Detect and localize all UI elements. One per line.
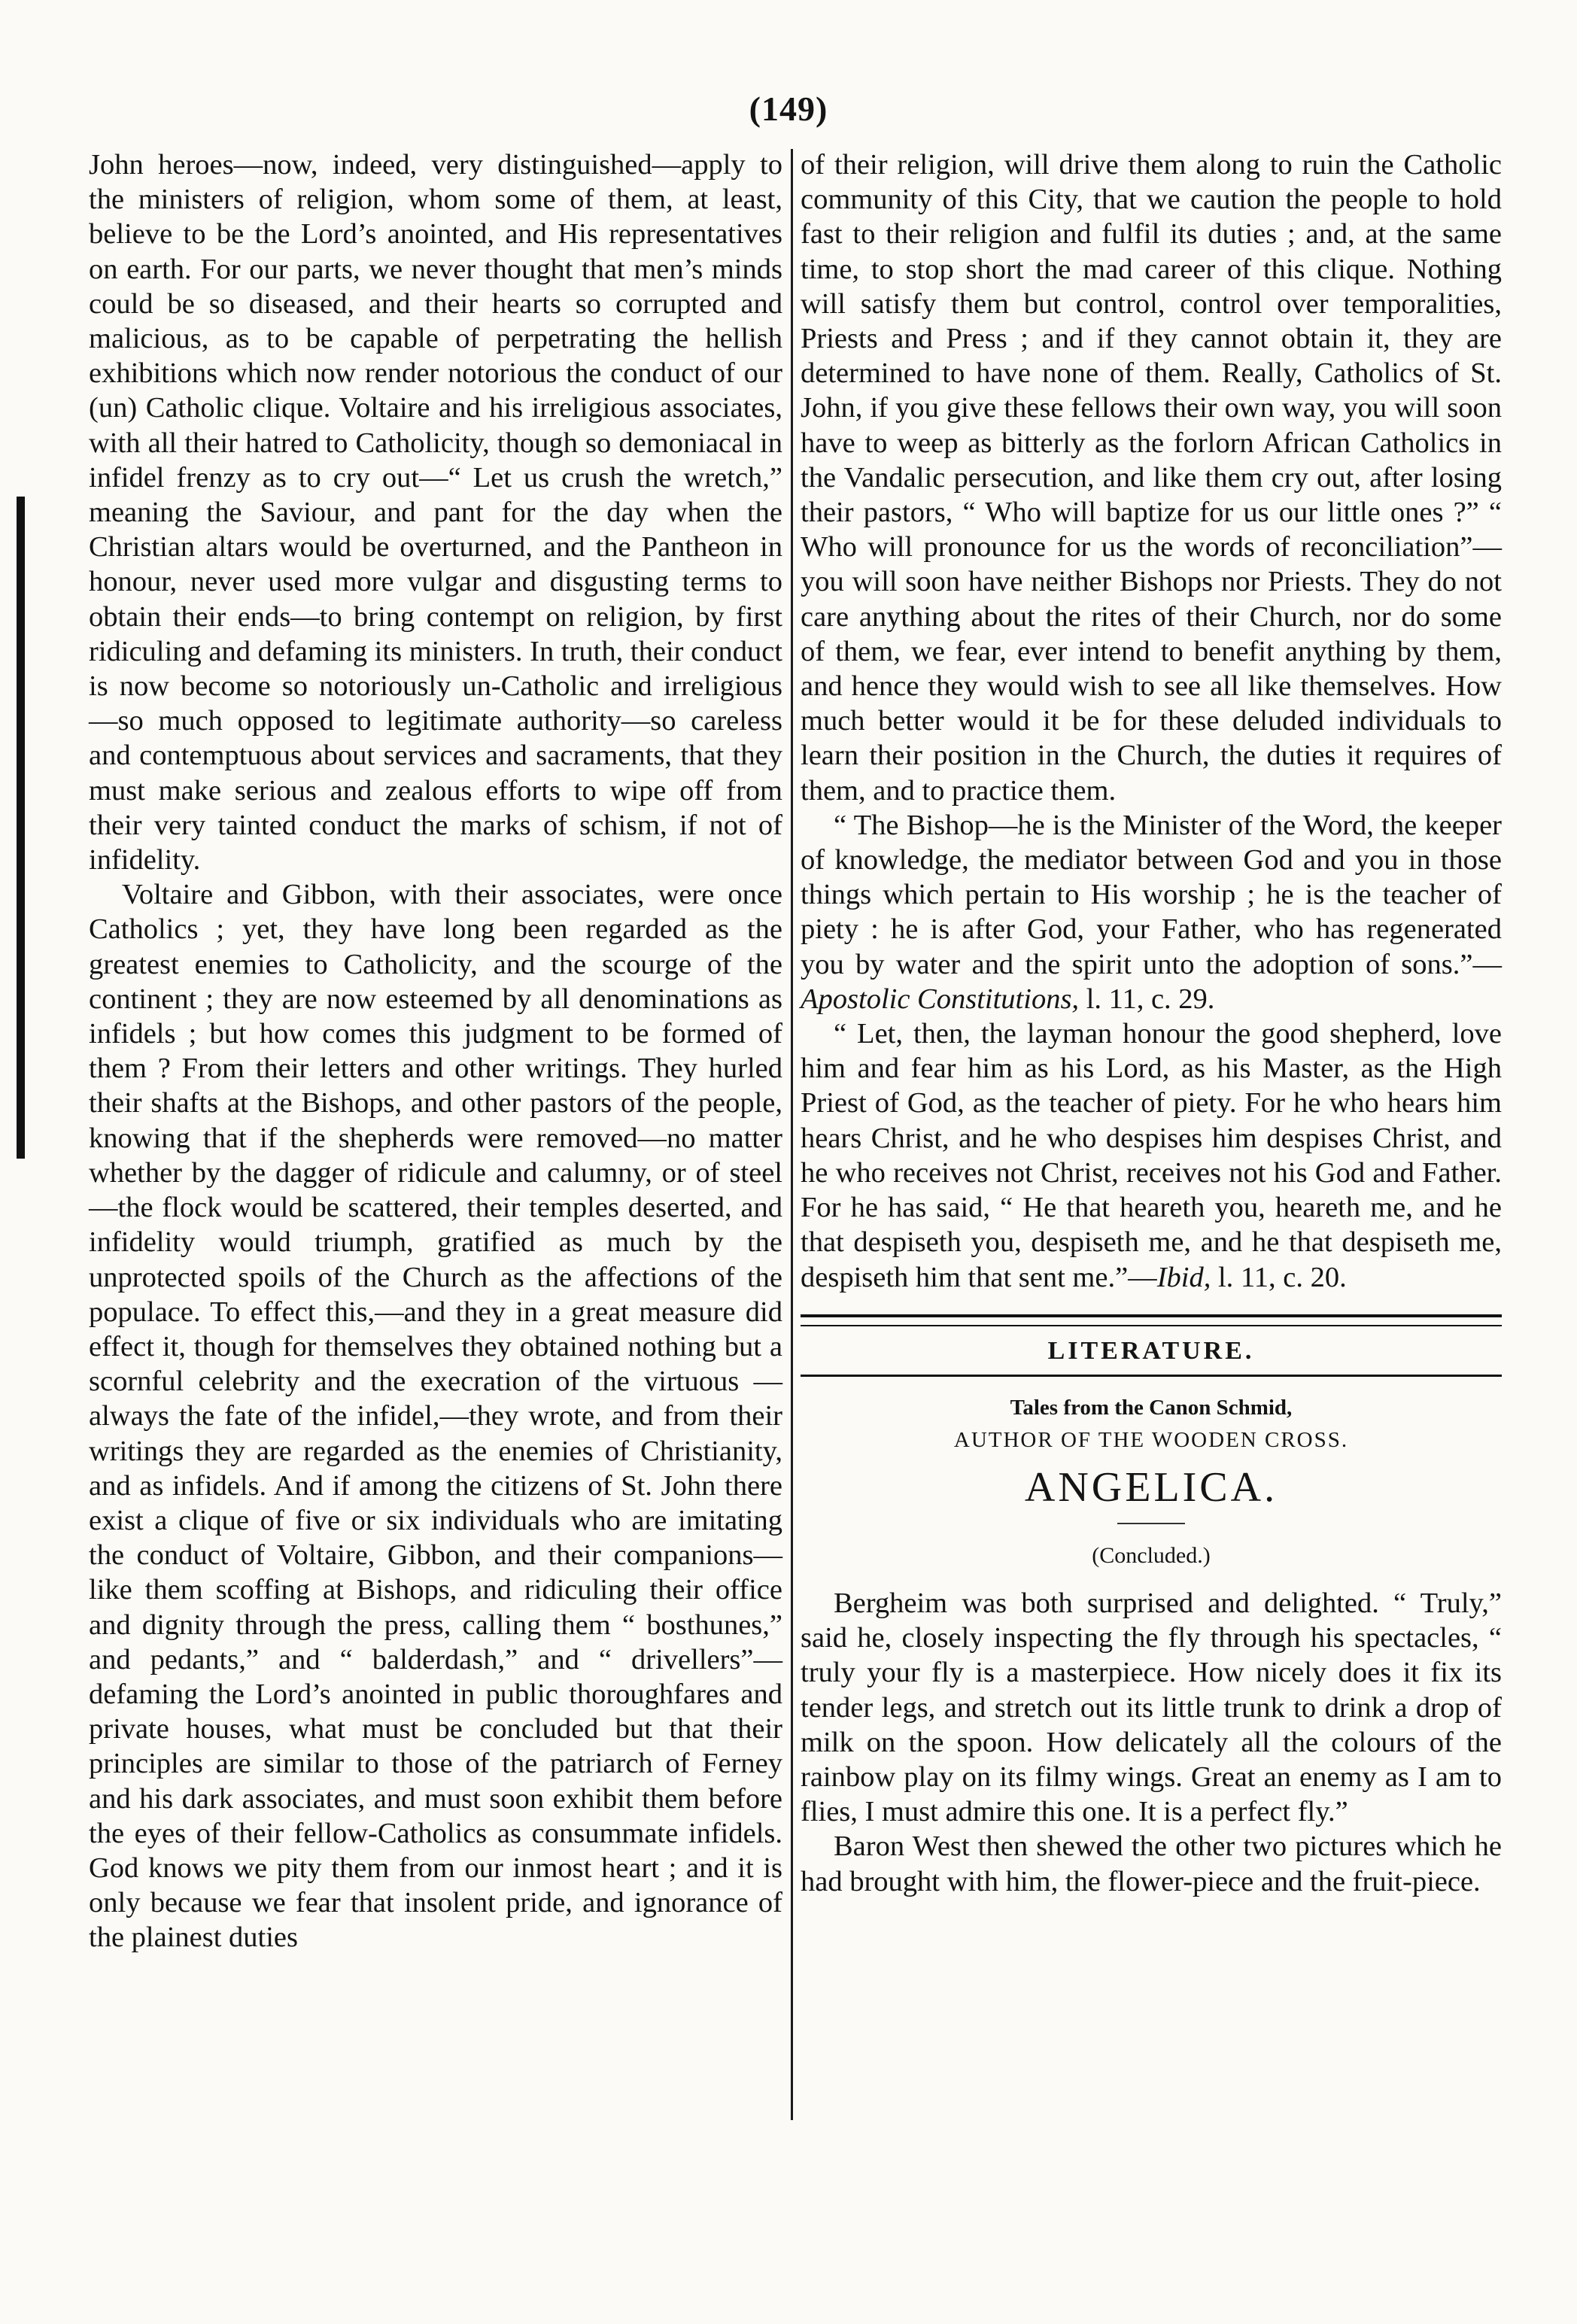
section-title: LITERATURE. (1047, 1336, 1255, 1365)
layman-quote-text: “ Let, then, the layman honour the good shepherd, love him and fear him as his Lord, as his Master, as the High Priest of God, as the teacher of piety. For he who hears him hears Christ, and he who despises him despises Christ, and he who receives not Christ, receives not his God and Father. For he has said, “ He that heareth you, heareth me, and he that despiseth you, despiseth me, and he that despiseth me, despiseth him that sent me.”— (801, 1018, 1502, 1293)
section-rule (801, 1314, 1502, 1326)
story-subtitle: Tales from the Canon Schmid, (1010, 1395, 1293, 1420)
layman-quote-source: Ibid, (1156, 1261, 1211, 1293)
story-paragraph-2: Baron West then shewed the other two pictures which he had brought with him, the flower-piece and the fruit-piece. (801, 1830, 1502, 1897)
short-rule (1117, 1523, 1185, 1524)
bishop-quote-text: “ The Bishop—he is the Minister of the Word, the keeper of knowledge, the mediator between God and you in those things which pertain to His worship ; he is the teacher of piety : he is after God, your Father, who has regenerated you by water and the spirit unto the adoption of sons.”— (801, 809, 1502, 980)
right-column (801, 147, 1502, 1899)
bishop-quote-ref: l. 11, c. 29. (1079, 983, 1215, 1015)
story-author: AUTHOR OF THE WOODEN CROSS. (953, 1427, 1349, 1452)
story-paragraph-1: Bergheim was both surprised and delighted. “ Truly,” said he, closely inspecting the fly through his spectacles, “ truly your fly is a masterpiece. How nicely does it fix its tender legs, and stretch out its little trunk to drink a drop of milk on the spoon. How delicately all the colours of the rainbow play on its filmy wings. Great an enemy as I am to flies, I must admire this one. It is a perfect fly.” (801, 1587, 1502, 1828)
left-paragraph-2: Voltaire and Gibbon, with their associates, were once Catholics ; yet, they have long been regarded as the greatest enemies to Catholicity, and the scourge of the continent ; they are now esteemed by all denominations as infidels ; but how comes this judgment to be formed of them ? From their letters and other writings. They hurled their shafts at the Bishops, and other pastors of the people, knowing that if the shepherds were removed—no matter whether by the dagger of ridicule and calumny, or of steel—the flock would be scattered, their temples deserted, and infidelity would triumph, gratified as much by the unprotected spoils of the Church as the affections of the populace. To effect this,—and they in a great measure did effect it, though for themselves they obtained nothing but a scornful celebrity and the execration of the virtuous —always the fate of the infidel,—they wrote, and from their writings they are regarded as the enemies of Christianity, and as infidels. And if among the citizens of St. John there exist a clique of five or six individuals who are imitating the conduct of Voltaire, Gibbon, and their companions—like them scoffing at Bishops, and ridiculing their office and dignity through the press, calling them “ bosthunes,” and pedants,” and “ balderdash,” and “ drivellers”—defaming the Lord’s anointed in public thoroughfares and private houses, what must be concluded but that their principles are similar to those of the patriarch of Ferney and his dark associates, and must soon exhibit them before the eyes of their fellow-Catholics as consummate infidels. God knows we pity them from our inmost heart ; and it is only because we fear that insolent pride, and ignorance of the plainest duties (89, 879, 782, 1954)
layman-quote (801, 1016, 1502, 1295)
story-title: ANGELICA. (1024, 1463, 1278, 1511)
layman-quote-ref: l. 11, c. 20. (1211, 1261, 1347, 1293)
page-number: (149) (749, 90, 828, 128)
left-column (89, 147, 782, 1955)
left-paragraph-1: John heroes—now, indeed, very distinguished—apply to the ministers of religion, whom some of them, at least, believe to be the Lord’s anointed, and His representatives on earth. For our parts, we never thought that men’s minds could be so diseased, and their hearts so corrupted and malicious, as to be capable of perpetrating the hellish exhibitions which now render notorious the conduct of our (un) Catholic clique. Voltaire and his irreligious associates, with all their hatred to Catholicity, though so demoniacal in infidel frenzy as to cry out—“ Let us crush the wretch,” meaning the Saviour, and pant for the day when the Christian altars would be overturned, and the Pantheon in honour, never used more vulgar and disgusting terms to obtain their ends—to bring contempt on religion, by first ridiculing and defaming its ministers. In truth, their conduct is now become so notoriously un-Catholic and irreligious—so much opposed to legitimate authority—so careless and contemptuous about services and sacraments, that they must make serious and zealous efforts to wipe off from their very tainted conduct the marks of schism, if not of infidelity. (89, 149, 782, 876)
bishop-quote-source: Apostolic Constitutions, (801, 983, 1080, 1015)
bishop-quote (801, 808, 1502, 1016)
column-divider (791, 149, 793, 2120)
concluded-note: (Concluded.) (1092, 1542, 1211, 1568)
right-paragraph-1: of their religion, will drive them along to ruin the Catholic community of this City, that we caution the people to hold fast to their religion and fulfil its duties ; and, at the same time, to stop short the mad career of this clique. Nothing will satisfy them but control, control over temporalities, Priests and Press ; and if they cannot obtain it, they are determined to have none of them. Really, Catholics of St. John, if you give these fellows their own way, you will soon have to weep as bitterly as the forlorn African Catholics in the Vandalic persecution, and like them cry out, after losing their pastors, “ Who will baptize for us our little ones ?” “ Who will pronounce for us the words of reconciliation”—you will soon have neither Bishops nor Priests. They do not care anything about the rites of their Church, nor do some of them, we fear, ever intend to benefit anything by them, and hence they would wish to see all like themselves. How much better would it be for these deluded individuals to learn their position in the Church, the duties it requires of them, and to practice them. (801, 149, 1502, 807)
title-rule (801, 1375, 1502, 1377)
margin-marker (17, 497, 25, 1159)
